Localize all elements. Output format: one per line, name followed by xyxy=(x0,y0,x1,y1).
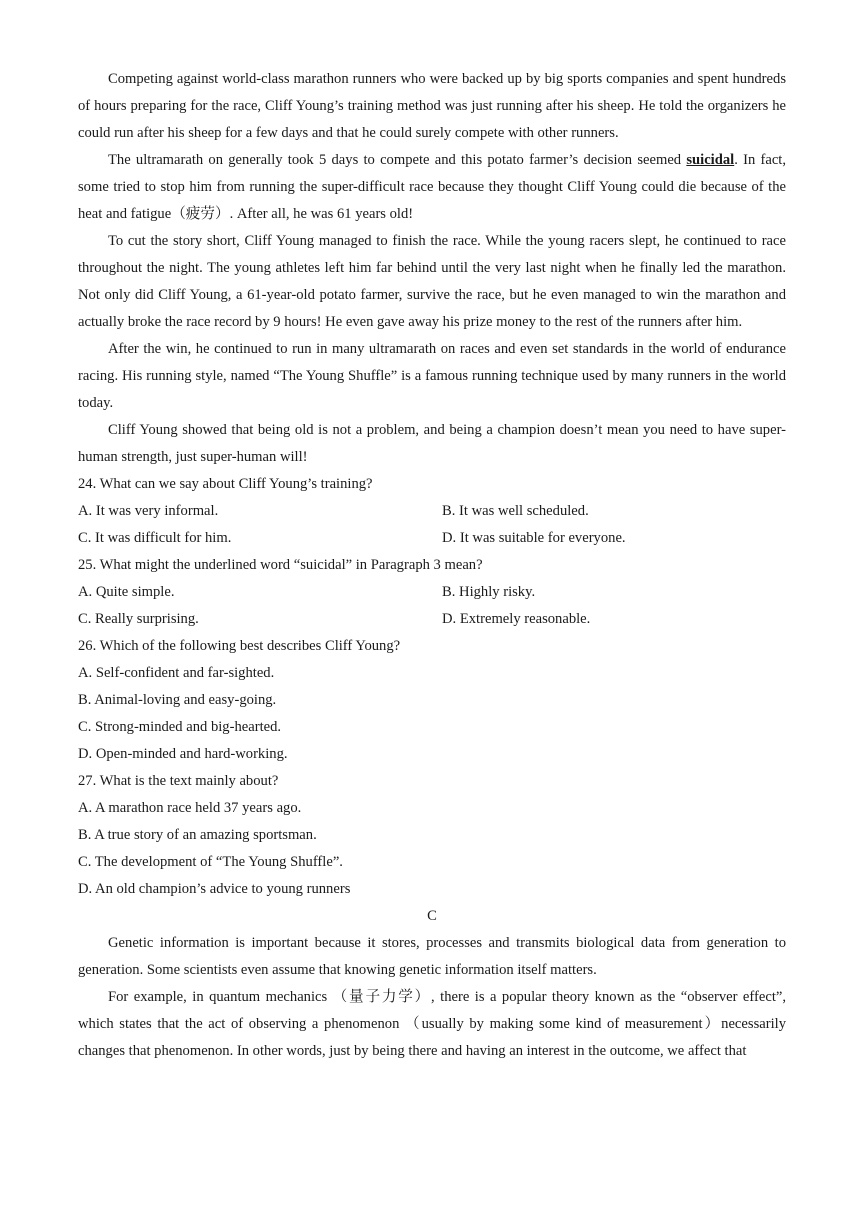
paragraph: To cut the story short, Cliff Young managed to finish the race. While the young racers slept, he continued to race throughout the night. The young athletes left him far behind until the very last night when he finally led the marathon. Not only did Cliff Young, a 61-year-old potato farmer, survive the race, but he even managed to win the marathon and actually broke the race record by 9 hours! He even gave away his prize money to the rest of the runners after him. xyxy=(78,233,786,330)
paragraph: Competing against world-class marathon runners who were backed up by big sports companies and spent hundreds of hours preparing for the race, Cliff Young’s training method was just running after his sheep. He told the organizers he could run after his sheep for a few days and that he could surely compete with other runners. xyxy=(78,71,786,141)
paragraph-text: . In fact, some tried to stop him from running the super-difficult race because they thought Cliff Young could die because of the heat and fatigue（疲劳）. After all, he was 61 years old! xyxy=(78,152,786,222)
question-stem: 24. What can we say about Cliff Young’s training? xyxy=(78,476,373,492)
option-a: A. Quite simple. xyxy=(78,584,175,600)
option-d: D. An old champion’s advice to young runners xyxy=(78,881,351,897)
option-b: B. A true story of an amazing sportsman. xyxy=(78,827,317,843)
question-stem: 26. Which of the following best describes Cliff Young? xyxy=(78,638,401,654)
option-b: B. It was well scheduled. xyxy=(442,503,589,519)
option-row xyxy=(78,525,786,552)
section-heading: C xyxy=(427,908,437,924)
option-row xyxy=(78,606,786,633)
paragraph: After the win, he continued to run in many ultramarath on races and even set standards in the world of endurance racing. His running style, named “The Young Shuffle” is a famous running technique used by many runners in the world today. xyxy=(78,341,786,411)
option-b: B. Highly risky. xyxy=(442,584,536,600)
option-a: A. A marathon race held 37 years ago. xyxy=(78,800,302,816)
question-26 xyxy=(78,633,786,768)
option-row xyxy=(78,579,786,606)
passage-b xyxy=(78,66,786,471)
option-c: C. The development of “The Young Shuffle”. xyxy=(78,854,343,870)
option-d: D. Extremely reasonable. xyxy=(442,611,591,627)
option-a: A. It was very informal. xyxy=(78,503,219,519)
option-b: B. Animal-loving and easy-going. xyxy=(78,692,277,708)
question-25 xyxy=(78,552,786,633)
paragraph: Cliff Young showed that being old is not a problem, and being a champion doesn’t mean you need to have super-human strength, just super-human will! xyxy=(78,422,786,465)
paragraph: For example, in quantum mechanics （量子力学）, there is a popular theory known as the “observer effect”, which states that the act of observing a phenomenon （usually by making some kind of measurement）necessarily changes that phenomenon. In other words, just by being there and having an interest in the outcome, we affect that xyxy=(78,989,786,1059)
option-c: C. Strong-minded and big-hearted. xyxy=(78,719,282,735)
option-d: D. Open-minded and hard-working. xyxy=(78,746,288,762)
question-stem: 25. What might the underlined word “suicidal” in Paragraph 3 mean? xyxy=(78,557,483,573)
paragraph: Genetic information is important because it stores, processes and transmits biological data from generation to generation. Some scientists even assume that knowing genetic information itself matters. xyxy=(78,935,786,978)
option-c: C. Really surprising. xyxy=(78,611,199,627)
question-24 xyxy=(78,471,786,552)
document-page xyxy=(78,66,786,1065)
question-27 xyxy=(78,768,786,903)
question-stem: 27. What is the text mainly about? xyxy=(78,773,279,789)
paragraph-text: The ultramarath on generally took 5 days to compete and this potato farmer’s decision seemed xyxy=(108,152,687,168)
option-d: D. It was suitable for everyone. xyxy=(442,530,626,546)
underlined-word: suicidal xyxy=(686,152,735,168)
option-c: C. It was difficult for him. xyxy=(78,530,232,546)
paragraph xyxy=(78,147,786,228)
option-a: A. Self-confident and far-sighted. xyxy=(78,665,275,681)
passage-c xyxy=(78,930,786,1065)
option-row xyxy=(78,498,786,525)
